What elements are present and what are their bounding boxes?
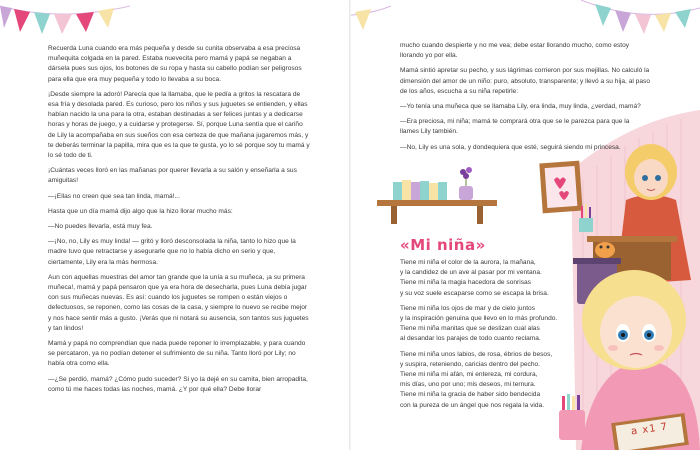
bunting-left	[0, 0, 349, 40]
chalkboard-text: a x1 7	[630, 421, 669, 438]
paragraph: Aun con aquellas muestras del amor tan grande que la unía a su muñeca, ¡a su primera muñeca!, mamá y papá pensaron que ya era hora de desecharla, pues Luna debía jugar con sus muñecas nuevas. Es así: cuando los juguetes se rompen o están viejos o defectuosos, se reponen, como las cosas de la casa, y siempre lo nuevo se recibe mejor y nos hace sentir más a gusto. ¡Verás que ni notará su ausencia, son tantos sus juguetes y tan lindos!	[48, 273, 309, 332]
cat-toy	[595, 242, 615, 258]
bunting-right	[581, 0, 700, 34]
poem-stanza	[400, 304, 570, 345]
poem-line: Tiene mi niña manitas que se deslizan cual alas	[400, 325, 540, 333]
poem-line: Tiene mi niña los ojos de mar y de cielo juntos	[400, 304, 535, 312]
poem-stanza	[400, 350, 570, 411]
poem-line: con la pureza de un ángel que nos regala la vida.	[400, 401, 545, 409]
poem-line: Tiene mi niña la gracia de haber sido bendecida	[400, 391, 541, 399]
paragraph: —No puedes llevarla, está muy fea.	[48, 223, 153, 231]
paragraph: —Era preciosa, mi niña; mamá te comprará otra que se le parezca para que la llames Lily también.	[400, 118, 630, 136]
paragraph: —¡No, no, Lily es muy linda! — gritó y lloró desconsolada la niña, tanto lo hizo que la madre tuvo que retractarse y asegurarle que no lo había dicho en serio y que, ciertamente, Lily era la más hermosa.	[48, 238, 296, 266]
paragraph: Hasta que un día mamá dijo algo que la hizo llorar mucho más:	[48, 207, 233, 215]
paragraph: ¡Cuántas veces lloró en las mañanas por querer llevarla a su salón y enseñarla a sus amiguitas!	[48, 167, 297, 185]
paragraph: Recuerda Luna cuando era más pequeña y desde su cunita observaba a esa preciosa muñequita colgada en la pared. Estaba nuevecita pero mamá y papá se negaban a dársela pues sus ojos, los botones de su ropa y hasta su cabello podían ser peligrosos para ella que era muy pequeña y todo lo llevaba a su boca.	[48, 45, 302, 83]
poem	[400, 258, 570, 416]
poem-line: y la inspiración genuina que llevo en lo más profundo.	[400, 315, 558, 323]
right-body-text	[400, 41, 650, 158]
poem-line: Tiene mi niña la magia hacedora de sonrisas	[400, 279, 531, 287]
paragraph: mucho cuando despierte y no me vea; debe estar llorando mucho, como estoy llorando yo por ella.	[400, 42, 630, 60]
pencil-cup	[579, 204, 593, 232]
poem-line: y su voz suele escaparse como se escapa la brisa.	[400, 289, 549, 297]
heart-picture-frame	[539, 161, 582, 214]
right-page	[351, 0, 700, 450]
poem-line: mis días, uno por uno; mis deseos, mi ternura.	[400, 381, 536, 389]
left-page	[0, 0, 349, 450]
bunting-right-corner	[351, 4, 391, 36]
poem-line: Tiene mi niña unos labios, de rosa, ébrios de besos,	[400, 350, 553, 358]
paragraph: Mamá y papá no comprendían que nada puede reponer lo irremplazable, y para cuando se percataron, ya no podían detener el sufrimiento de su niña. Tanto lloró por Lily; no había otra como ella.	[48, 340, 306, 368]
poem-line: Tiene mi niña el color de la aurora, la mañana,	[400, 259, 536, 266]
paragraph: —¿Se perdió, mamá? ¿Cómo pudo suceder? Si yo la dejé en su camita, bien arropadita, como tú me haces todas las noches, mamá. ¿Y por qué ella? Debe llorar	[48, 375, 308, 393]
poem-stanza	[400, 258, 570, 299]
book-shelf	[377, 167, 497, 224]
paragraph: —¡Ellas no creen que sea tan linda, mamá!...	[48, 192, 180, 200]
poem-line: al desandar los parajes de todo cuanto reclama.	[400, 335, 541, 343]
paragraph: —No, Lily es una sola, y dondequiera que esté, seguirá siendo mi princesa.	[400, 143, 621, 151]
paragraph: —Yo tenía una muñeca que se llamaba Lily, era linda, muy linda, ¿verdad, mamá?	[400, 103, 641, 111]
left-body-text	[48, 44, 310, 400]
poem-line: y suspira, reteniendo, caricias dentro del pecho.	[400, 360, 541, 368]
paragraph: ¡Desde siempre la adoró! Parecía que la llamaba, que le pedía a gritos la rescatara de esa fría y desolada pared. Es curioso, pero los niños y sus juguetes se entienden, y ellas habían nacido la una para la otra, estaban destinadas a ser felices juntas y a dedicarse horas y horas de juego, y a cuidarse y protegerse. Sí, porque Luna sentía que el cariño de Lily la acompañaba en sus sueños con esa certeza de que mañana jugaremos más, y te deberás terminar la papilla, mira que es la que te gusta, yo lo sé porque soy tu mamá y lo sé todo de ti.	[48, 90, 310, 160]
poem-title: «Mi niña»	[400, 236, 486, 254]
poem-line: Tiene mi niña mi afán, mi entereza, mi cordura,	[400, 371, 538, 379]
paragraph: Mamá sintió apretar su pecho, y sus lágrimas corrieron por sus mejillas. No calculó la dimensión del amor de un niño: puro, absoluto, transparente; y llevó a su hija, al paso de los años, escucha a su niña repetirle:	[400, 67, 650, 95]
poem-line: y la candidez de un ave al pasar por mi ventana.	[400, 269, 542, 277]
